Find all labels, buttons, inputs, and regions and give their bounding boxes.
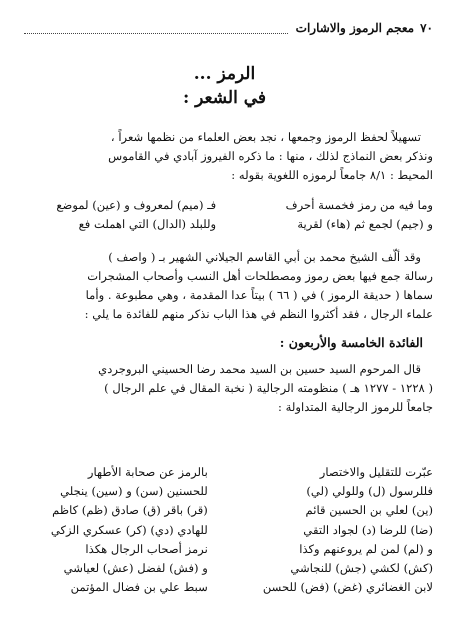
section-subtitle: في الشعر : <box>182 88 267 108</box>
hemistich-left: للهادي (دي) (كر) عسكري الزكي <box>50 522 208 537</box>
verse <box>16 215 433 234</box>
hemistich-left: فـ (ميم) لمعروف و (عين) لموضع <box>56 198 217 212</box>
poem-qamus <box>16 196 433 234</box>
intro-line: المحيط : ٨/١ جامعاً لرموزه اللغوية بقوله : <box>231 168 433 182</box>
hemistich-left: نرمز أصحاب الرجال هكذا <box>85 541 208 556</box>
benefit-heading: الفائدة الخامسة والأربعون : <box>279 335 423 350</box>
poem-rijal <box>16 463 433 597</box>
benefit-line: جامعاً للرموز الرجالية المتداولة : <box>278 400 433 414</box>
hemistich-left: (قر) باقر (ق) صادق (ظم) كاظم <box>52 503 208 518</box>
middle-line: رسالة جمع فيها بعض رموز ومصطلحات أهل النسب وأصحاب المشجرات <box>87 269 433 283</box>
hemistich-right: (كش) لكشي (جش) للنجاشي <box>290 561 433 576</box>
hemistich-right: و (جيم) لجمع ثم (هاء) لقرية <box>297 217 433 232</box>
verse <box>16 521 433 540</box>
leader-dots <box>24 23 288 34</box>
intro-line: ونذكر بعض النماذج لذلك ، منها : ما ذكره الفيروز آبادي في القاموس <box>108 149 433 163</box>
hemistich-left: و (فش) لفضل (عش) لعياشي <box>63 561 208 576</box>
verse <box>16 578 433 597</box>
section-title: الرمز ... <box>193 64 256 84</box>
running-header <box>16 18 433 38</box>
hemistich-left: للحسنين (سن) و (سين) ينجلي <box>60 484 208 499</box>
hemistich-left: بالرمز عن صحابة الأطهار <box>87 465 208 479</box>
book-title: معجم الرموز والاشارات <box>295 21 415 35</box>
section-heading <box>16 62 433 110</box>
page-number: ٧٠ <box>420 21 433 35</box>
verse <box>16 540 433 559</box>
verse <box>16 501 433 520</box>
middle-paragraph <box>16 248 433 324</box>
benefit-paragraph <box>16 360 433 417</box>
verse <box>16 482 433 501</box>
intro-paragraph <box>16 128 433 185</box>
middle-line: علماء الرجال ، فقد أكثروا النظم في هذا الباب نذكر منهم للفائدة ما يلي : <box>84 307 433 321</box>
verse <box>16 196 433 215</box>
hemistich-left: وللبلد (الدال) التي اهملت فع <box>78 217 217 232</box>
hemistich-right: (ين) لعلي بن الحسين قائم <box>305 503 433 518</box>
middle-line: سماها ( حديقة الرموز ) في ( ٦٦ ) بيتاً عدا المقدمة ، وهي مطبوعة . وأما <box>85 288 433 302</box>
benefit-line: قال المرحوم السيد حسين بن السيد محمد رضا الحسيني البروجردي <box>98 362 421 376</box>
hemistich-right: (ضا) للرضا (د) لجواد التقي <box>303 522 433 537</box>
hemistich-right: وما فيه من رمز فخمسة أحرف <box>285 198 433 212</box>
benefit-section <box>16 335 433 350</box>
verse <box>16 463 433 482</box>
hemistich-right: و (لم) لمن لم يروعنهم وكذا <box>299 541 433 556</box>
middle-line: وقد ألّف الشيخ محمد بن أبي القاسم الجيلاني الشهير بـ ( واصف ) <box>108 250 421 264</box>
hemistich-right: لابن الغضائري (غض) (فض) للحسن <box>262 580 433 595</box>
verse <box>16 559 433 578</box>
hemistich-left: سبط علي بن فضال المؤتمن <box>70 580 208 595</box>
hemistich-right: فللرسول (ل) وللولي (لي) <box>306 484 433 499</box>
hemistich-right: عبّرت للتقليل والاختصار <box>319 465 433 479</box>
benefit-line: ( ١٢٢٨ - ١٢٧٧ هـ ) منظومته الرجالية ( نخبة المقال في علم الرجال ) <box>104 381 433 395</box>
intro-line: تسهيلاً لحفظ الرموز وجمعها ، نجد بعض العلماء من نظمها شعراً ، <box>110 130 421 144</box>
